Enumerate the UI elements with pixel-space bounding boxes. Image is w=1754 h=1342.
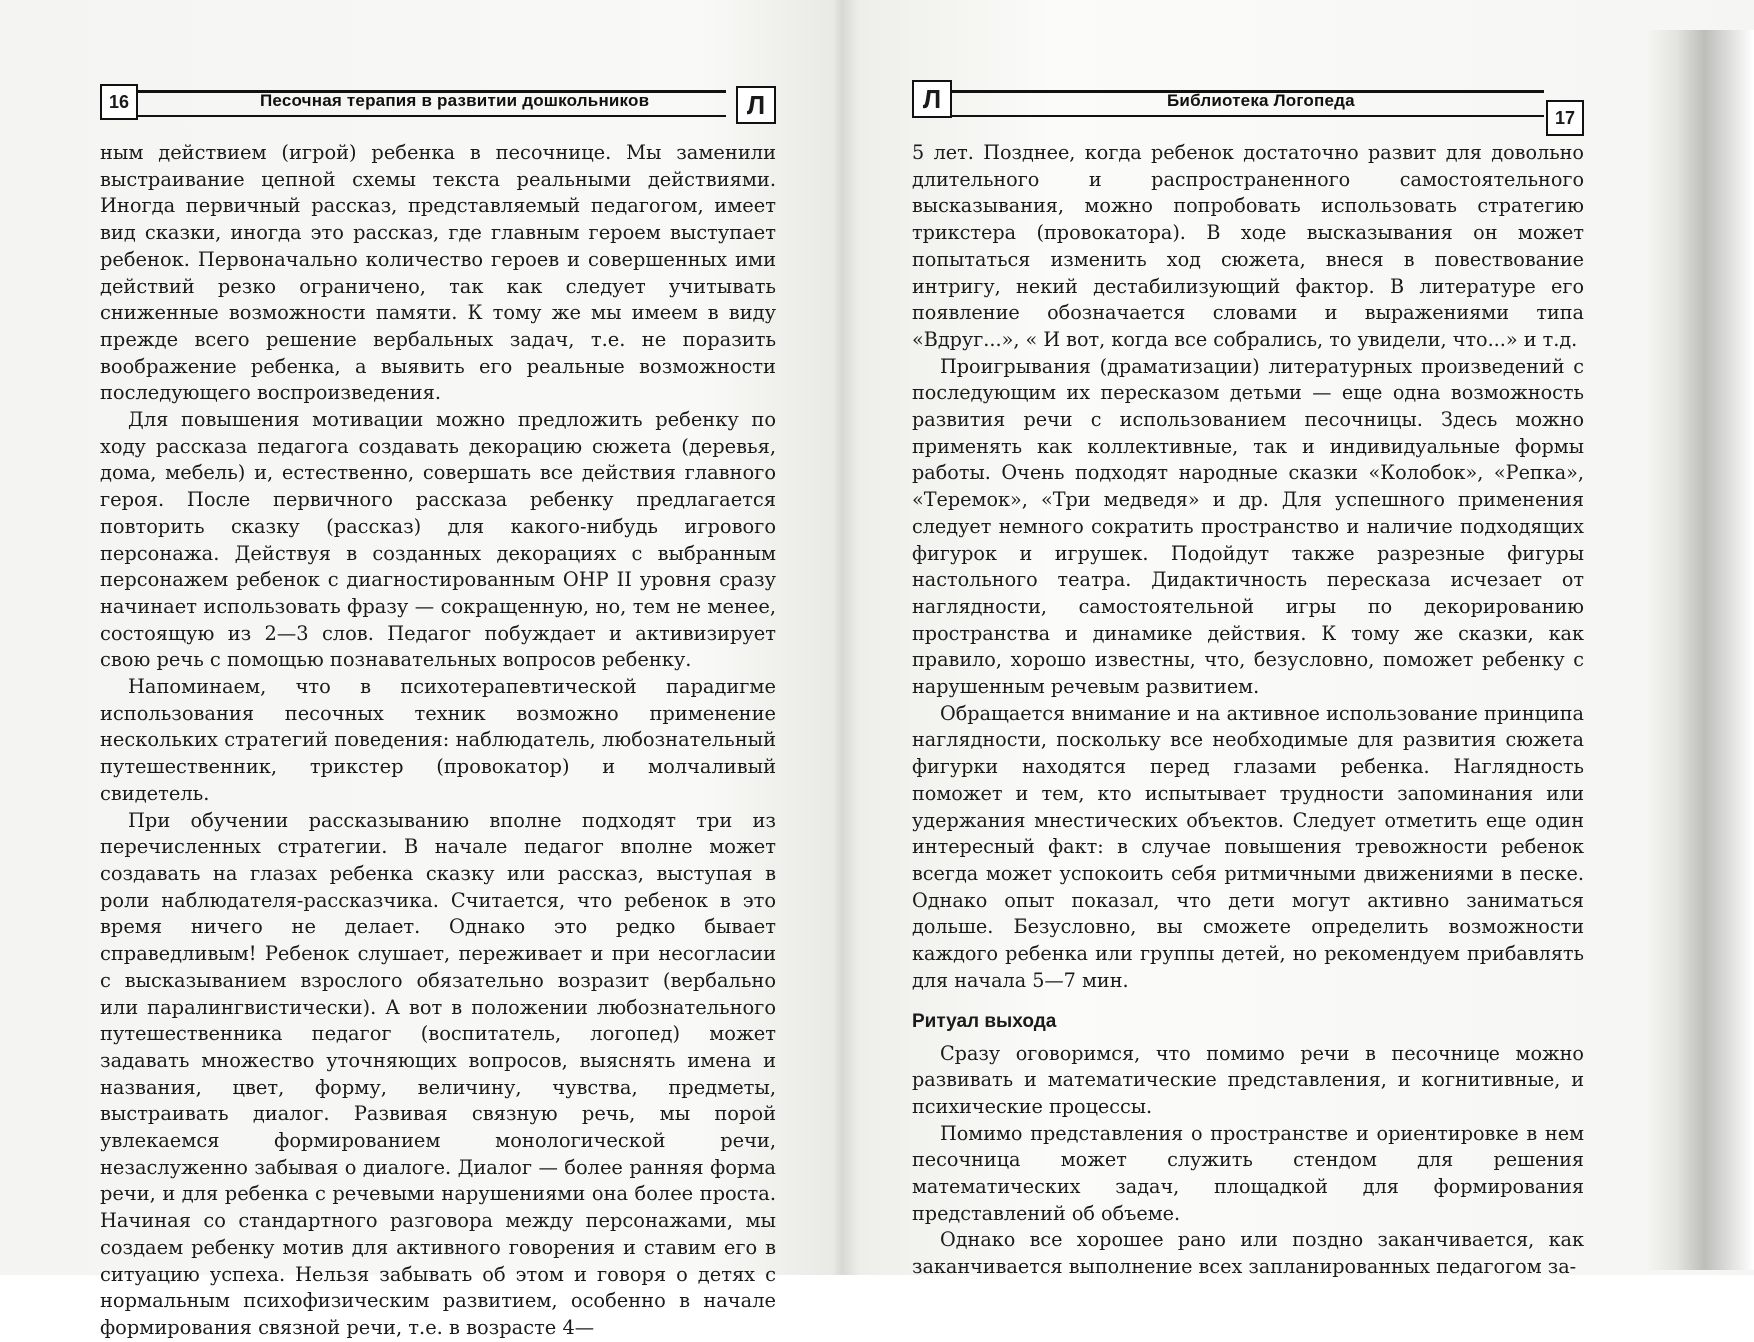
section-heading: Ритуал выхода <box>912 1010 1057 1032</box>
left-page <box>100 80 776 1342</box>
running-title: Библиотека Логопеда <box>1167 91 1355 110</box>
paragraph: 5 лет. Позднее, когда ребенок достаточно развит для довольно длительного и распространенного самостоятельного высказывания, можно попробовать использовать стратегию трикстера (провокатора). В ходе высказывания он может попытаться изменить ход сюжета, внеся в повествование интригу, некий дестабилизующий фактор. В литературе его появление обозначается словами и выражениями типа «Вдруг...», « И вот, когда все собрались, то увидели, что...» и т.д. <box>912 141 1584 351</box>
page-number: 17 <box>1546 100 1584 136</box>
series-logo: Л <box>912 80 952 118</box>
paragraph: Для повышения мотивации можно предложить ребенку по ходу рассказа педагога создавать декорацию сюжета (деревья, дома, мебель) и, естественно, совершать все действия главного героя. После первичного рассказа ребенку предлагается повторить сказку (рассказ) для какого-нибудь игрового персонажа. Действуя в созданных декорациях с выбранным персонажем ребенок с диагностированным ОНР II уровня сразу начинает использовать фразу — сокращенную, но, тем не менее, состоящую из 2—3 слов. Педагог побуждает и активизирует свою речь с помощью познавательных вопросов ребенку. <box>100 408 776 672</box>
series-logo: Л <box>736 86 776 124</box>
paragraph: Обращается внимание и на активное использование принципа наглядности, поскольку все необходимые для развития сюжета фигурки находятся перед глазами ребенка. Наглядность поможет и тем, кто испытывает трудности запоминания или удержания мнестических объектов. Следует отметить еще один интересный факт: в случае повышения тревожности ребенок всегда может успокоить себя ритмичными движениями в песке. Однако опыт показал, что дети могут активно заниматься дольше. Безусловно, вы сможете определить возможности каждого ребенка или группы детей, но рекомендуем прибавлять для начала 5—7 мин. <box>912 701 1584 992</box>
paragraph: Помимо представления о пространстве и ориентировке в нем песочница может служить стендом для решения математических задач, площадкой для формирования представлений об объеме. <box>912 1121 1584 1225</box>
page-number: 16 <box>100 84 138 120</box>
paragraph: При обучении рассказыванию вполне подходят три из перечисленных стратегии. В начале педагог вполне может создавать на глазах ребенка сказку или рассказ, выступая в роли наблюдателя-рассказчика. Считается, что ребенок в это время ничего не делает. Однако это редко бывает справедливым! Ребенок слушает, переживает и при несогласии с высказыванием взрослого обязательно возразит (вербально или паралингвистически). А вот в положении любознательного путешественника педагог (воспитатель, логопед) может задавать множество уточняющих вопросов, выяснять имена и названия, цвет, форму, величину, чувства, предметы, выстраивать диалог. Развивая связную речь, мы порой увлекаемся формированием монологической речи, незаслуженно забывая о диалоге. Диалог — более ранняя форма речи, и для ребенка с речевыми нарушениями она более проста. Начиная со стандартного разговора между персонажами, мы создаем ребенку мотив для активного говорения и ставим его в ситуацию успеха. Нельзя забывать об этом и говоря о детях с нормальным психофизическим развитием, особенно в начале формирования связной речи, т.е. в возрасте 4— <box>100 808 776 1339</box>
paragraph: Однако все хорошее рано или поздно заканчивается, как заканчивается выполнение всех запланированных педагогом за- <box>912 1228 1584 1279</box>
running-title: Песочная терапия в развитии дошкольников <box>260 91 650 110</box>
paragraph: Проигрывания (драматизации) литературных произведений с последующим их пересказом детьми — еще одна возможность развития речи с использованием песочницы. Здесь можно применять как коллективные, так и индивидуальные формы работы. Очень подходят народные сказки «Колобок», «Репка», «Теремок», «Три медведя» и др. Для успешного применения следует немного сократить пространство и наличие подходящих фигурок и игрушек. Подойдут также разрезные фигуры настольного театра. Дидактичность пересказа исчезает от наглядности, самостоятельной игры по декорированию пространства и динамике действия. К тому же сказки, как правило, хорошо известны, что, безусловно, поможет ребенку с нарушенным речевым развитием. <box>912 354 1584 699</box>
paragraph: Сразу оговоримся, что помимо речи в песочнице можно развивать и математические представления, и когнитивные, и психические процессы. <box>912 1041 1584 1118</box>
page-edges <box>1644 30 1754 1270</box>
paragraph: ным действием (игрой) ребенка в песочнице. Мы заменили выстраивание цепной схемы текста реальными действиями. Иногда первичный рассказ, представляемый педагогом, имеет вид сказки, иногда это рассказ, где главным героем выступает ребенок. Первоначально количество героев и совершенных ими действий резко ограничено, так как следует учитывать сниженные возможности памяти. К тому же мы имеем в виду прежде всего решение вербальных задач, т.е. не поразить воображение ребенка, а выявить его реальные возможности последующего воспроизведения. <box>100 141 776 405</box>
paragraph: Напоминаем, что в психотерапевтической парадигме использования песочных техник возможно применение нескольких стратегий поведения: наблюдатель, любознательный путешественник, трикстер (провокатор) и молчаливый свидетель. <box>100 675 776 805</box>
right-page-body <box>912 140 1584 1281</box>
left-page-header <box>100 80 776 126</box>
right-page <box>912 80 1584 1281</box>
left-page-body <box>100 140 776 1342</box>
right-page-header <box>912 80 1584 126</box>
